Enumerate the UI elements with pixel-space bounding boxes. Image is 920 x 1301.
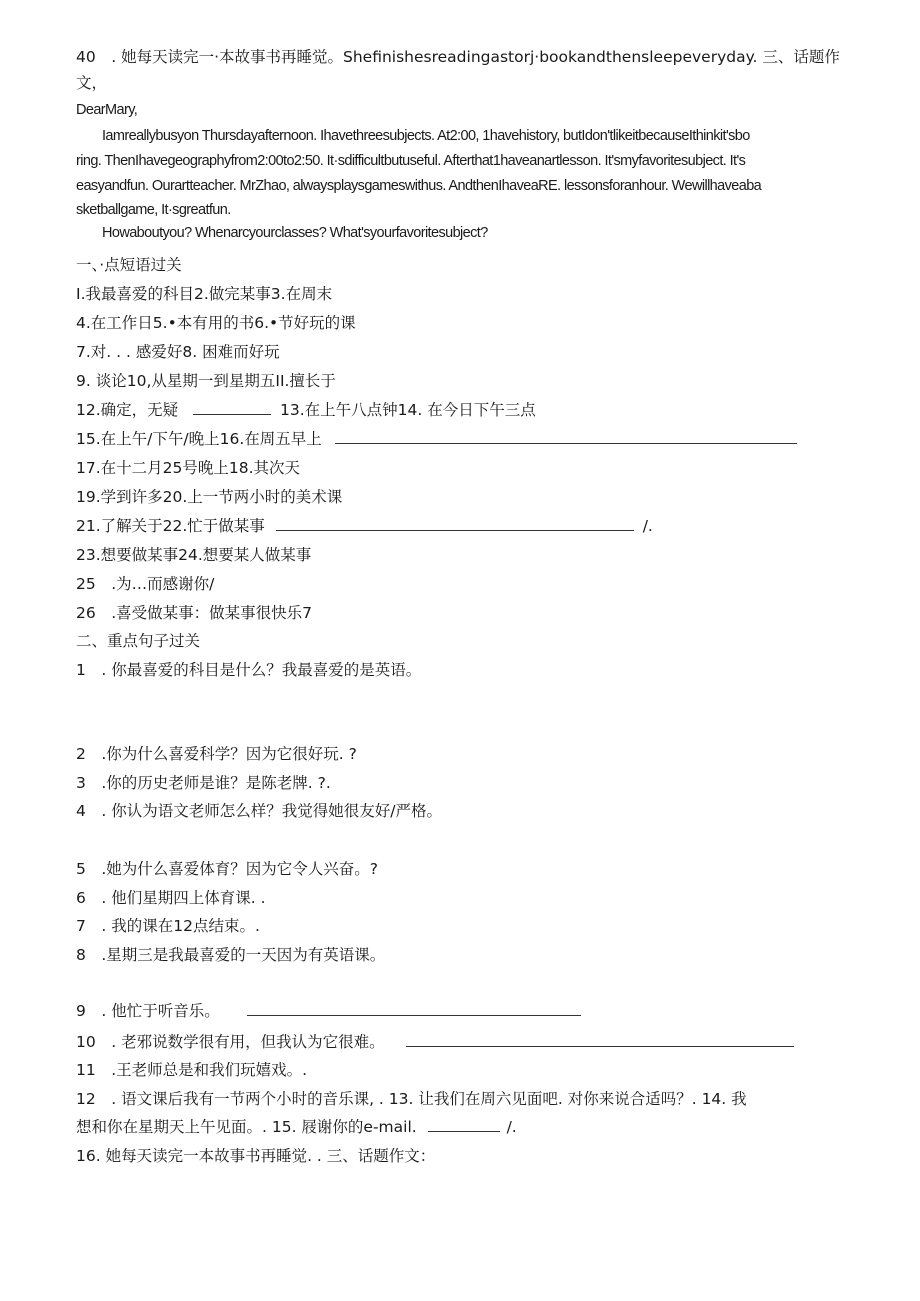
phrase-text: /. — [642, 517, 653, 535]
phrase-text: 13.在上午八点钟14. 在今日下午三点 — [280, 401, 536, 419]
phrase-line: 23.想要做某事24.想要某人做某事 — [76, 546, 312, 564]
sentence-9: 9 . 他忙于听音乐。 — [76, 1002, 220, 1020]
sentence-11: 11 .王老师总是和我们玩嬉戏。. — [76, 1061, 308, 1079]
letter-para1-line2: ring. ThenIhavegeographyfrom2:00to2:50. It·sdifficultbutuseful. Afterthat1haveanartlesson. It'smyfavoritesubject. It's — [76, 153, 746, 169]
phrase-text: 12.确定，无疑 — [76, 401, 179, 419]
answer-blank — [406, 1032, 794, 1047]
letter-para1-line4: sketballgame, It·sgreatfun. — [76, 202, 231, 218]
phrase-line-21-22 — [76, 515, 846, 537]
answer-blank — [428, 1117, 500, 1132]
phrase-line: 19.学到许多20.上一节两小时的美术课 — [76, 488, 343, 506]
sentence-9-line — [76, 1000, 846, 1022]
phrase-text: 21.了解关于22.忙于做某事 — [76, 517, 265, 535]
phrase-line: 17.在十二月25号晚上18.其次天 — [76, 459, 301, 477]
sentence-1: 1 . 你最喜爱的科目是什么？我最喜爱的是英语。 — [76, 661, 422, 679]
sentence-8: 8 .星期三是我最喜爱的一天因为有英语课。 — [76, 946, 386, 964]
sentence-10: 10 . 老邪说数学很有用，但我认为它很难。 — [76, 1033, 385, 1051]
phrase-text: 15.在上午/下午/晚上16.在周五早上 — [76, 430, 322, 448]
sentence-2: 2 .你为什么喜爱科学？因为它很好玩. ? — [76, 745, 357, 763]
sentence-5: 5 .她为什么喜爱体育？因为它令人兴奋。? — [76, 860, 379, 878]
phrase-line: 9. 谈论10,从星期一到星期五II.擅长于 — [76, 372, 336, 390]
section2-title: 二、重点句子过关 — [76, 632, 201, 650]
top-line-2: 文， — [76, 74, 108, 92]
letter-greeting: DearMary, — [76, 102, 138, 118]
phrase-line: 4.在工作日5.•本有用的书6.•节好玩的课 — [76, 314, 356, 332]
phrase-line-12-13 — [76, 399, 846, 421]
answer-blank — [247, 1001, 581, 1016]
sentence-3: 3 .你的历史老师是谁？是陈老牌. ?. — [76, 774, 331, 792]
phrase-line: 7.对. . . 感爱好8. 困难而好玩 — [76, 343, 280, 361]
phrase-line: 26 .喜受做某事：做某事很快乐7 — [76, 604, 313, 622]
sentence-12-line-1: 12 . 语文课后我有一节两个小时的音乐课, . 13. 让我们在周六见面吧. 对你来说合适吗？. 14. 我 — [76, 1090, 747, 1108]
answer-blank — [193, 400, 271, 415]
answer-blank — [276, 516, 634, 531]
section1-title: 一、·点短语过关 — [76, 256, 182, 274]
phrase-line-15-16 — [76, 428, 846, 450]
sentence-10-line — [76, 1031, 846, 1053]
top-line-1: 40 . 她每天读完一·本故事书再睡觉。Shefinishesreadingastorj·bookandthensleepeveryday. 三、话题作 — [76, 48, 840, 66]
phrase-line: I.我最喜爱的科目2.做完某事3.在周末 — [76, 285, 333, 303]
sentence-4: 4 . 你认为语文老师怎么样？我觉得她很友好/严格。 — [76, 802, 442, 820]
sentence-6: 6 . 他们星期四上体育课. . — [76, 889, 266, 907]
sentence-12-line-2 — [76, 1116, 846, 1138]
sentence-12-part: /. — [506, 1118, 517, 1136]
sentence-16: 16. 她每天读完一本故事书再睡觉. . 三、话题作文： — [76, 1147, 436, 1165]
sentence-7: 7 . 我的课在12点结束。. — [76, 917, 260, 935]
answer-blank — [335, 429, 797, 444]
letter-para1-line3: easyandfun. Ourartteacher. MrZhao, alwaysplaysgameswithus. AndthenIhaveaRE. lessonsforanhour. Wewillhaveaba — [76, 178, 762, 194]
letter-para1-line1: Iamreallybusyon Thursdayafternoon. Ihavethreesubjects. At2:00, 1havehistory, butIdon'tlikeitbecauseIthinkit'sbo — [102, 128, 750, 144]
letter-para2: Howaboutyou? Whenarcyourclasses? What'syourfavoritesubject? — [102, 225, 488, 241]
phrase-line: 25 .为…而感谢你/ — [76, 575, 215, 593]
sentence-12-part: 想和你在星期天上午见面。. 15. 屐谢你的e-mail. — [76, 1118, 417, 1136]
